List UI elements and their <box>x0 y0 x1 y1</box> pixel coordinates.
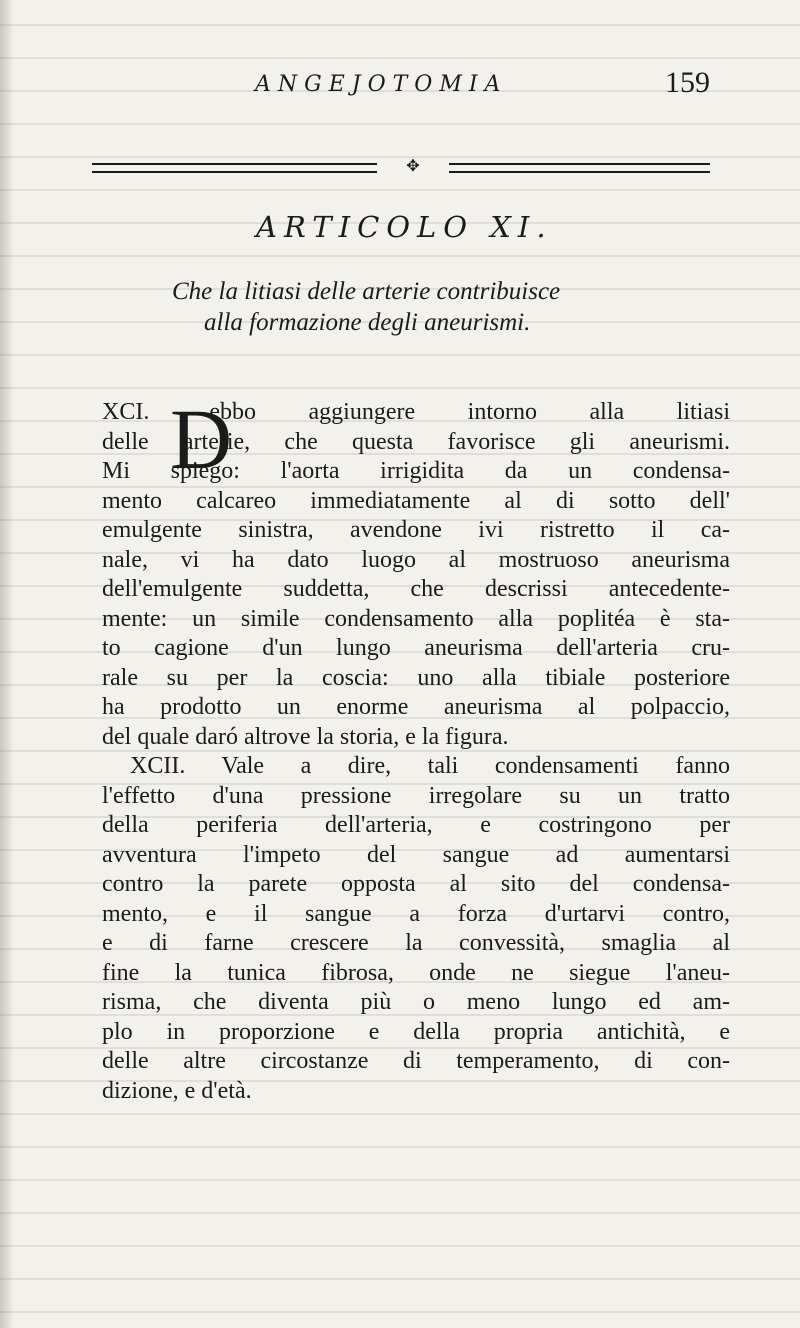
text-line: dell'emulgente suddetta, che descrissi antecedente- <box>102 576 730 602</box>
page-number: 159 <box>665 66 710 99</box>
paragraph-number: XCII. <box>130 753 186 779</box>
text-line: mento calcareo immediatamente al di sotto dell' <box>102 487 730 514</box>
subtitle-line: Che la litiasi delle arterie contribuisce <box>172 278 561 305</box>
text-line: del quale daró altrove la storia, e la figura. <box>102 723 509 750</box>
ornamental-rule <box>92 158 710 174</box>
text-line: to cagione d'un lungo aneurisma dell'arteria cru- <box>102 635 730 661</box>
text-line: delle arterie, che questa favorisce gli aneurismi. <box>102 428 730 455</box>
text-line: risma, che diventa più o meno lungo ed am- <box>102 989 730 1015</box>
article-title: ARTICOLO XI. <box>256 210 553 244</box>
line-text: ebbo aggiungere intorno alla litiasi <box>209 399 730 425</box>
text-line: l'effetto d'una pressione irregolare su un tratto <box>102 782 730 809</box>
text-line: fine la tunica fibrosa, onde ne siegue l'aneu- <box>102 959 730 986</box>
paragraph-number: XCI. <box>102 399 150 425</box>
text-line: nale, vi ha dato luogo al mostruoso aneurisma <box>102 546 730 573</box>
text-line: mento, e il sangue a forza d'urtarvi contro, <box>102 900 730 927</box>
text-line: Mi spiego: l'aorta irrigidita da un condensa- <box>102 458 730 484</box>
body-text <box>102 364 730 1106</box>
text-line: della periferia dell'arteria, e costringono per <box>102 812 730 838</box>
running-title: ANGEJOTOMIA <box>255 72 508 97</box>
paragraph-xcii <box>102 752 730 1106</box>
text-line: ha prodotto un enorme aneurisma al polpaccio, <box>102 694 730 720</box>
text-line: rale su per la coscia: uno alla tibiale posteriore <box>102 664 730 691</box>
text-line: delle altre circostanze di temperamento, di con- <box>102 1048 730 1074</box>
article-subtitle <box>172 276 672 338</box>
text-line: avventura l'impeto del sangue ad aumentarsi <box>102 841 730 868</box>
text-line: emulgente sinistra, avendone ivi ristretto il ca- <box>102 517 730 543</box>
subtitle-line: alla formazione degli aneurismi. <box>204 309 531 336</box>
text-line: plo in proporzione e della propria antichità, e <box>102 1018 730 1045</box>
text-line: e di farne crescere la convessità, smaglia al <box>102 930 730 956</box>
paragraph-xci <box>102 391 730 752</box>
drop-cap: D <box>170 391 233 487</box>
line-text: Vale a dire, tali condensamenti fanno <box>221 753 730 779</box>
page-edge-shadow <box>0 0 14 1328</box>
text-line: dizione, e d'età. <box>102 1077 252 1104</box>
text-line: contro la parete opposta al sito del condensa- <box>102 871 730 897</box>
page-header <box>255 66 715 112</box>
text-line <box>102 752 730 782</box>
ornament-icon: ✥ <box>377 158 449 174</box>
text-line: mente: un simile condensamento alla poplitéa è sta- <box>102 605 730 632</box>
